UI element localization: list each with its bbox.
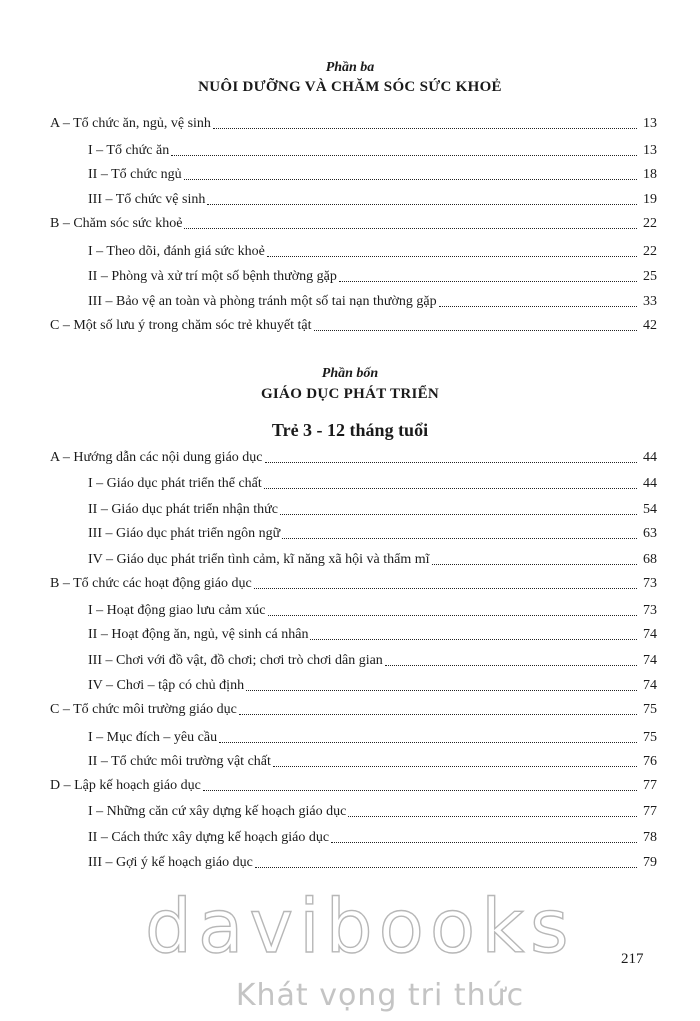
toc-entry-page: 25 — [643, 269, 657, 284]
toc-entry-page: 13 — [643, 116, 657, 131]
toc-entry[interactable] — [88, 803, 657, 821]
age-group-title: Trẻ 3 - 12 tháng tuổi — [271, 420, 429, 440]
toc-entry-page: 33 — [643, 294, 657, 309]
toc-entry-page: 44 — [643, 450, 657, 465]
page-number: 217 — [621, 951, 644, 967]
toc-leader-dots — [265, 462, 637, 463]
toc-leader-dots — [268, 615, 638, 616]
toc-entry[interactable] — [88, 293, 657, 311]
toc-entry[interactable] — [88, 602, 657, 620]
toc-leader-dots — [314, 330, 638, 331]
toc-leader-dots — [439, 306, 637, 307]
toc-entry-page: 77 — [643, 804, 657, 819]
toc-entry-label: I – Mục đích – yêu cầu — [88, 730, 218, 745]
toc-entry[interactable] — [88, 626, 657, 644]
toc-entry-label: III – Bảo vệ an toàn và phòng tránh một số tai nạn thường gặp — [88, 294, 437, 309]
toc-leader-dots — [171, 155, 637, 156]
toc-entry-page: 76 — [643, 754, 657, 769]
toc-entry-page: 73 — [643, 603, 657, 618]
toc-entry[interactable] — [88, 829, 657, 847]
toc-leader-dots — [273, 766, 637, 767]
toc-entry[interactable] — [88, 677, 657, 695]
part-three-label: Phần ba — [325, 60, 375, 75]
toc-entry[interactable] — [88, 191, 657, 209]
toc-entry-label: III – Chơi với đồ vật, đồ chơi; chơi trò chơi dân gian — [88, 653, 383, 668]
toc-entry-label: A – Hướng dẫn các nội dung giáo dục — [50, 450, 263, 465]
toc-entry-label: D – Lập kế hoạch giáo dục — [50, 778, 201, 793]
toc-entry[interactable] — [88, 268, 657, 286]
toc-entry-page: 54 — [643, 502, 657, 517]
toc-entry-label: III – Tổ chức vệ sinh — [88, 192, 206, 207]
toc-entry-label: A – Tổ chức ăn, ngủ, vệ sinh — [50, 116, 211, 131]
toc-entry[interactable] — [50, 215, 657, 233]
toc-entry-page: 22 — [643, 216, 657, 231]
toc-entry[interactable] — [50, 317, 657, 335]
toc-entry-page: 18 — [643, 167, 657, 182]
toc-entry-label: II – Giáo dục phát triển nhận thức — [88, 502, 278, 517]
toc-entry[interactable] — [50, 701, 657, 719]
toc-entry-page: 19 — [643, 192, 657, 207]
toc-entry-label: C – Một số lưu ý trong chăm sóc trẻ khuyết tật — [50, 318, 312, 333]
toc-entry-label: II – Phòng và xử trí một số bệnh thường gặp — [88, 269, 337, 284]
toc-entry[interactable] — [88, 475, 657, 493]
toc-entry[interactable] — [88, 142, 657, 160]
toc-leader-dots — [207, 204, 637, 205]
toc-entry[interactable] — [88, 753, 657, 771]
toc-entry-label: II – Cách thức xây dựng kế hoạch giáo dục — [88, 830, 330, 845]
toc-entry[interactable] — [88, 525, 657, 543]
toc-entry-page: 74 — [643, 678, 657, 693]
toc-leader-dots — [432, 564, 638, 565]
toc-entry[interactable] — [88, 166, 657, 184]
part-four-title: GIÁO DỤC PHÁT TRIỂN — [260, 386, 440, 402]
toc-entry-page: 79 — [643, 855, 657, 870]
part-three-title: NUÔI DƯỠNG VÀ CHĂM SÓC SỨC KHOẺ — [198, 79, 502, 95]
toc-entry[interactable] — [50, 449, 657, 467]
toc-entry-page: 75 — [643, 702, 657, 717]
toc-entry-page: 74 — [643, 653, 657, 668]
toc-leader-dots — [385, 665, 637, 666]
toc-leader-dots — [282, 538, 637, 539]
toc-entry-page: 13 — [643, 143, 657, 158]
toc-leader-dots — [255, 867, 637, 868]
toc-entry[interactable] — [88, 854, 657, 872]
toc-entry-label: II – Hoạt động ăn, ngủ, vệ sinh cá nhân — [88, 627, 309, 642]
toc-entry-page: 42 — [643, 318, 657, 333]
toc-leader-dots — [184, 228, 637, 229]
toc-entry-label: I – Tổ chức ăn — [88, 143, 170, 158]
watermark-brand: davibooks — [145, 884, 575, 970]
toc-entry[interactable] — [88, 729, 657, 747]
toc-entry-page: 75 — [643, 730, 657, 745]
toc-entry[interactable] — [50, 115, 657, 133]
toc-entry-page: 77 — [643, 778, 657, 793]
toc-leader-dots — [264, 488, 637, 489]
toc-leader-dots — [280, 514, 637, 515]
part-four-label: Phần bốn — [321, 366, 379, 381]
toc-entry-label: III – Gợi ý kế hoạch giáo dục — [88, 855, 253, 870]
toc-leader-dots — [254, 588, 637, 589]
toc-entry-label: B – Tổ chức các hoạt động giáo dục — [50, 576, 252, 591]
toc-entry[interactable] — [88, 652, 657, 670]
toc-entry-page: 78 — [643, 830, 657, 845]
toc-leader-dots — [213, 128, 637, 129]
toc-leader-dots — [239, 714, 637, 715]
toc-leader-dots — [331, 842, 637, 843]
toc-leader-dots — [184, 179, 637, 180]
toc-entry[interactable] — [88, 551, 657, 569]
toc-entry-label: IV – Giáo dục phát triển tình cảm, kĩ năng xã hội và thẩm mĩ — [88, 552, 430, 567]
toc-entry-label: II – Tổ chức môi trường vật chất — [88, 754, 271, 769]
toc-entry-label: II – Tổ chức ngủ — [88, 167, 182, 182]
toc-leader-dots — [339, 281, 637, 282]
toc-entry[interactable] — [88, 243, 657, 261]
toc-entry-page: 44 — [643, 476, 657, 491]
toc-entry-page: 63 — [643, 526, 657, 541]
toc-entry-label: I – Giáo dục phát triển thể chất — [88, 476, 262, 491]
toc-entry-page: 22 — [643, 244, 657, 259]
toc-entry-label: I – Theo dõi, đánh giá sức khoẻ — [88, 244, 265, 259]
toc-entry-label: III – Giáo dục phát triển ngôn ngữ — [88, 526, 281, 541]
toc-entry-label: C – Tổ chức môi trường giáo dục — [50, 702, 237, 717]
toc-leader-dots — [203, 790, 637, 791]
toc-entry[interactable] — [50, 575, 657, 593]
toc-entry-page: 68 — [643, 552, 657, 567]
toc-entry[interactable] — [88, 501, 657, 519]
toc-entry-page: 74 — [643, 627, 657, 642]
toc-entry-label: IV – Chơi – tập có chủ định — [88, 678, 245, 693]
toc-leader-dots — [310, 639, 637, 640]
watermark-tagline: Khát vọng tri thức — [235, 978, 525, 1013]
toc-entry-page: 73 — [643, 576, 657, 591]
toc-entry-label: I – Những căn cứ xây dựng kế hoạch giáo dục — [88, 804, 347, 819]
toc-entry[interactable] — [50, 777, 657, 795]
toc-leader-dots — [219, 742, 637, 743]
toc-leader-dots — [348, 816, 637, 817]
toc-entry-label: I – Hoạt động giao lưu cảm xúc — [88, 603, 266, 618]
toc-leader-dots — [246, 690, 637, 691]
toc-entry-label: B – Chăm sóc sức khoẻ — [50, 216, 183, 231]
toc-leader-dots — [267, 256, 637, 257]
